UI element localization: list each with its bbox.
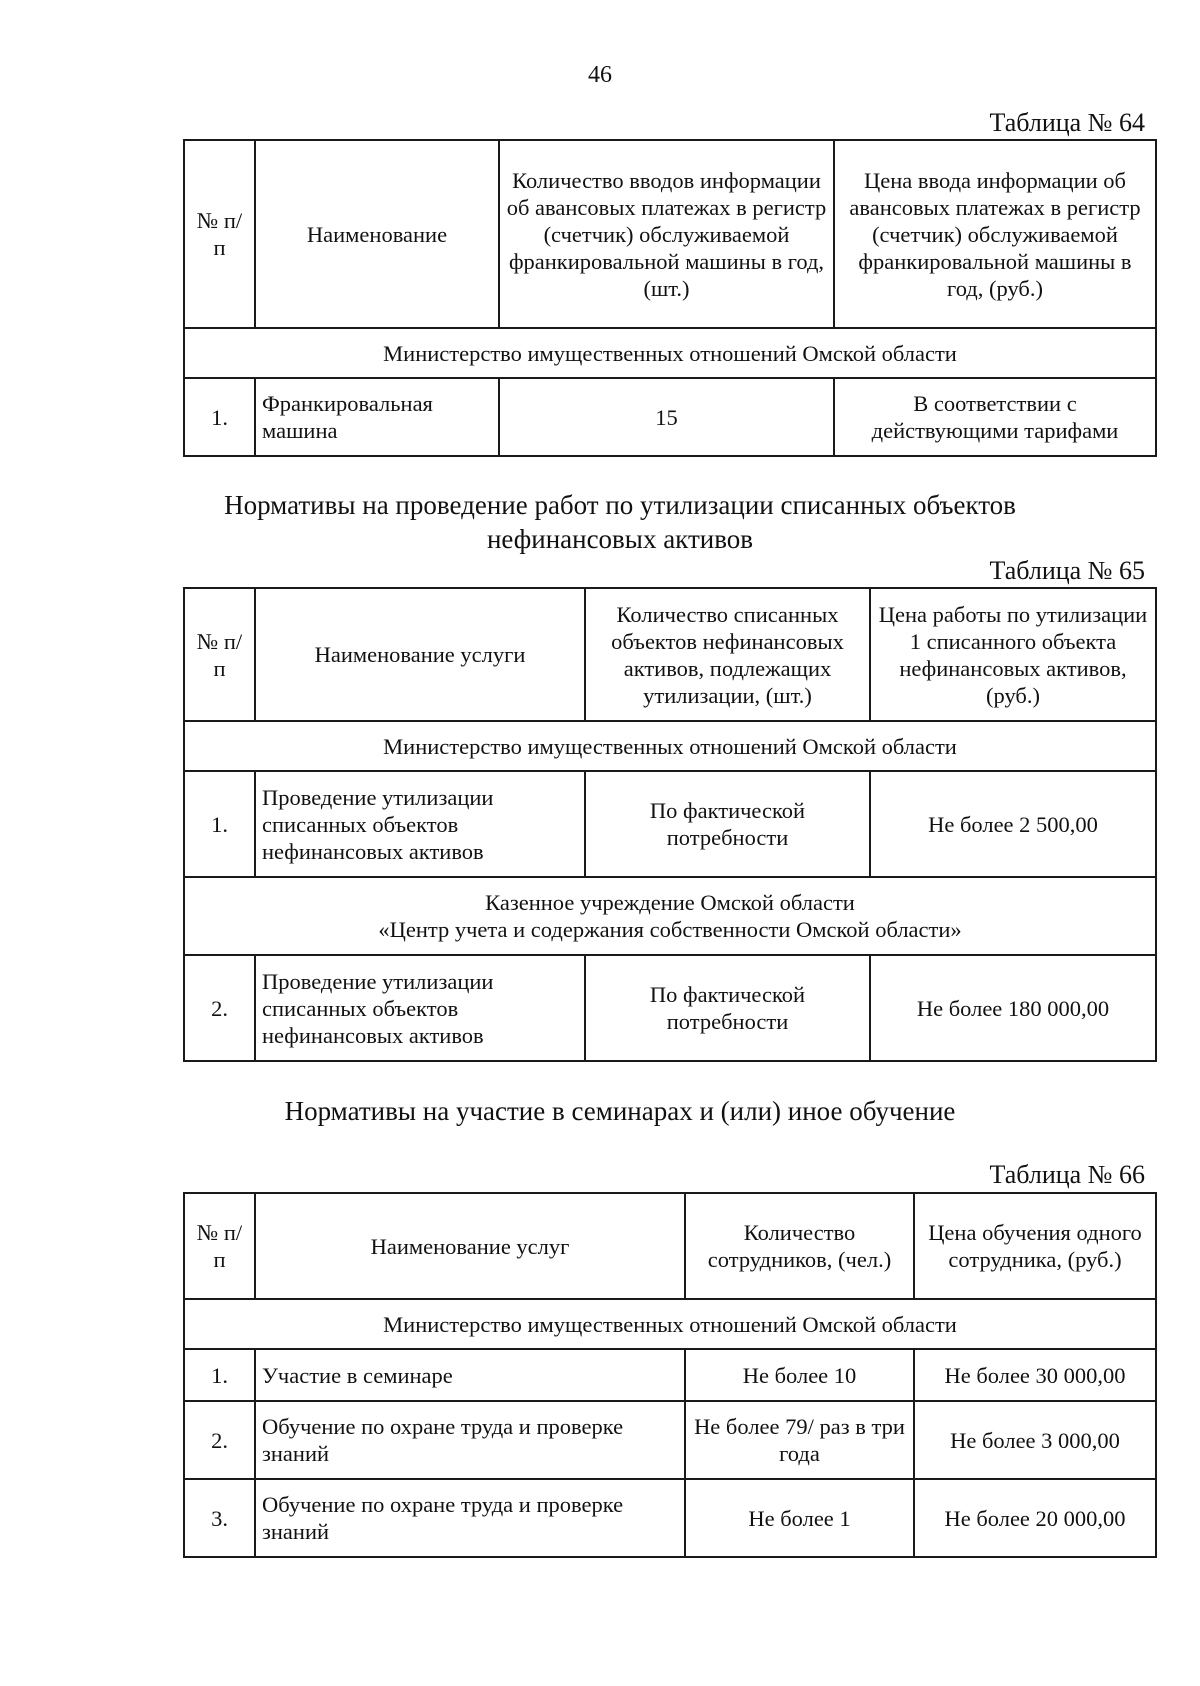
row-name: Обучение по охране труда и проверке знаний [255, 1479, 685, 1557]
header-num: № п/п [184, 1193, 255, 1299]
table-64 [183, 139, 1157, 457]
header-qty: Количество вводов информации об авансовых платежах в регистр (счетчик) обслуживаемой франкировальной машины в год, (шт.) [499, 140, 834, 328]
org-row [184, 721, 1156, 771]
row-price: Не более 30 000,00 [914, 1349, 1156, 1401]
row-name: Обучение по охране труда и проверке знаний [255, 1401, 685, 1479]
row-num: 1. [184, 378, 255, 456]
table-row [184, 771, 1156, 877]
row-qty: По фактической потребности [585, 955, 870, 1061]
row-num: 2. [184, 955, 255, 1061]
row-num: 1. [184, 771, 255, 877]
table-65 [183, 587, 1157, 1062]
header-price: Цена обучения одного сотрудника, (руб.) [914, 1193, 1156, 1299]
row-qty: По фактической потребности [585, 771, 870, 877]
header-num: № п/п [184, 140, 255, 328]
row-price: Не более 2 500,00 [870, 771, 1156, 877]
row-num: 3. [184, 1479, 255, 1557]
row-price: В соответствии с действующими тарифами [834, 378, 1156, 456]
header-name: Наименование [255, 140, 499, 328]
row-name: Проведение утилизации списанных объектов нефинансовых активов [255, 771, 585, 877]
section-title-66: Нормативы на участие в семинарах и (или) иное обучение [284, 1096, 956, 1126]
table-65-header-row [184, 588, 1156, 721]
table-row [184, 1401, 1156, 1479]
row-name: Участие в семинаре [255, 1349, 685, 1401]
header-price: Цена работы по утилизации 1 списанного объекта нефинансовых активов, (руб.) [870, 588, 1156, 721]
org-name: Министерство имущественных отношений Омской области [184, 721, 1156, 771]
table-65-label: Таблица № 65 [989, 556, 1145, 585]
row-name: Франкировальная машина [255, 378, 499, 456]
table-row [184, 955, 1156, 1061]
section-title-65: Нормативы на проведение работ по утилизации списанных объектов нефинансовых активов [224, 490, 1016, 554]
row-price: Не более 180 000,00 [870, 955, 1156, 1061]
header-name: Наименование услуг [255, 1193, 685, 1299]
row-qty: Не более 10 [685, 1349, 914, 1401]
org-name: Министерство имущественных отношений Омской области [184, 1299, 1156, 1349]
org-name-line: «Центр учета и содержания собственности Омской области» [378, 917, 962, 942]
table-66-header-row [184, 1193, 1156, 1299]
row-num: 2. [184, 1401, 255, 1479]
row-qty: 15 [499, 378, 834, 456]
header-qty: Количество сотрудников, (чел.) [685, 1193, 914, 1299]
row-qty: Не более 79/ раз в три года [685, 1401, 914, 1479]
page-number: 46 [588, 62, 612, 88]
table-row [184, 1479, 1156, 1557]
table-row [184, 1349, 1156, 1401]
org-name [184, 877, 1156, 955]
header-name: Наименование услуги [255, 588, 585, 721]
row-name: Проведение утилизации списанных объектов нефинансовых активов [255, 955, 585, 1061]
row-qty: Не более 1 [685, 1479, 914, 1557]
org-row [184, 877, 1156, 955]
header-qty: Количество списанных объектов нефинансовых активов, подлежащих утилизации, (шт.) [585, 588, 870, 721]
table-66-label: Таблица № 66 [989, 1160, 1145, 1189]
org-name-line: Казенное учреждение Омской области [485, 890, 855, 915]
header-price: Цена ввода информации об авансовых платежах в регистр (счетчик) обслуживаемой франкировальной машины в год, (руб.) [834, 140, 1156, 328]
table-64-label: Таблица № 64 [989, 108, 1145, 137]
table-64-header-row [184, 140, 1156, 328]
org-row [184, 1299, 1156, 1349]
row-price: Не более 3 000,00 [914, 1401, 1156, 1479]
header-num: № п/п [184, 588, 255, 721]
row-price: Не более 20 000,00 [914, 1479, 1156, 1557]
table-66 [183, 1192, 1157, 1558]
table-row [184, 378, 1156, 456]
org-row [184, 328, 1156, 378]
row-num: 1. [184, 1349, 255, 1401]
org-name: Министерство имущественных отношений Омской области [184, 328, 1156, 378]
